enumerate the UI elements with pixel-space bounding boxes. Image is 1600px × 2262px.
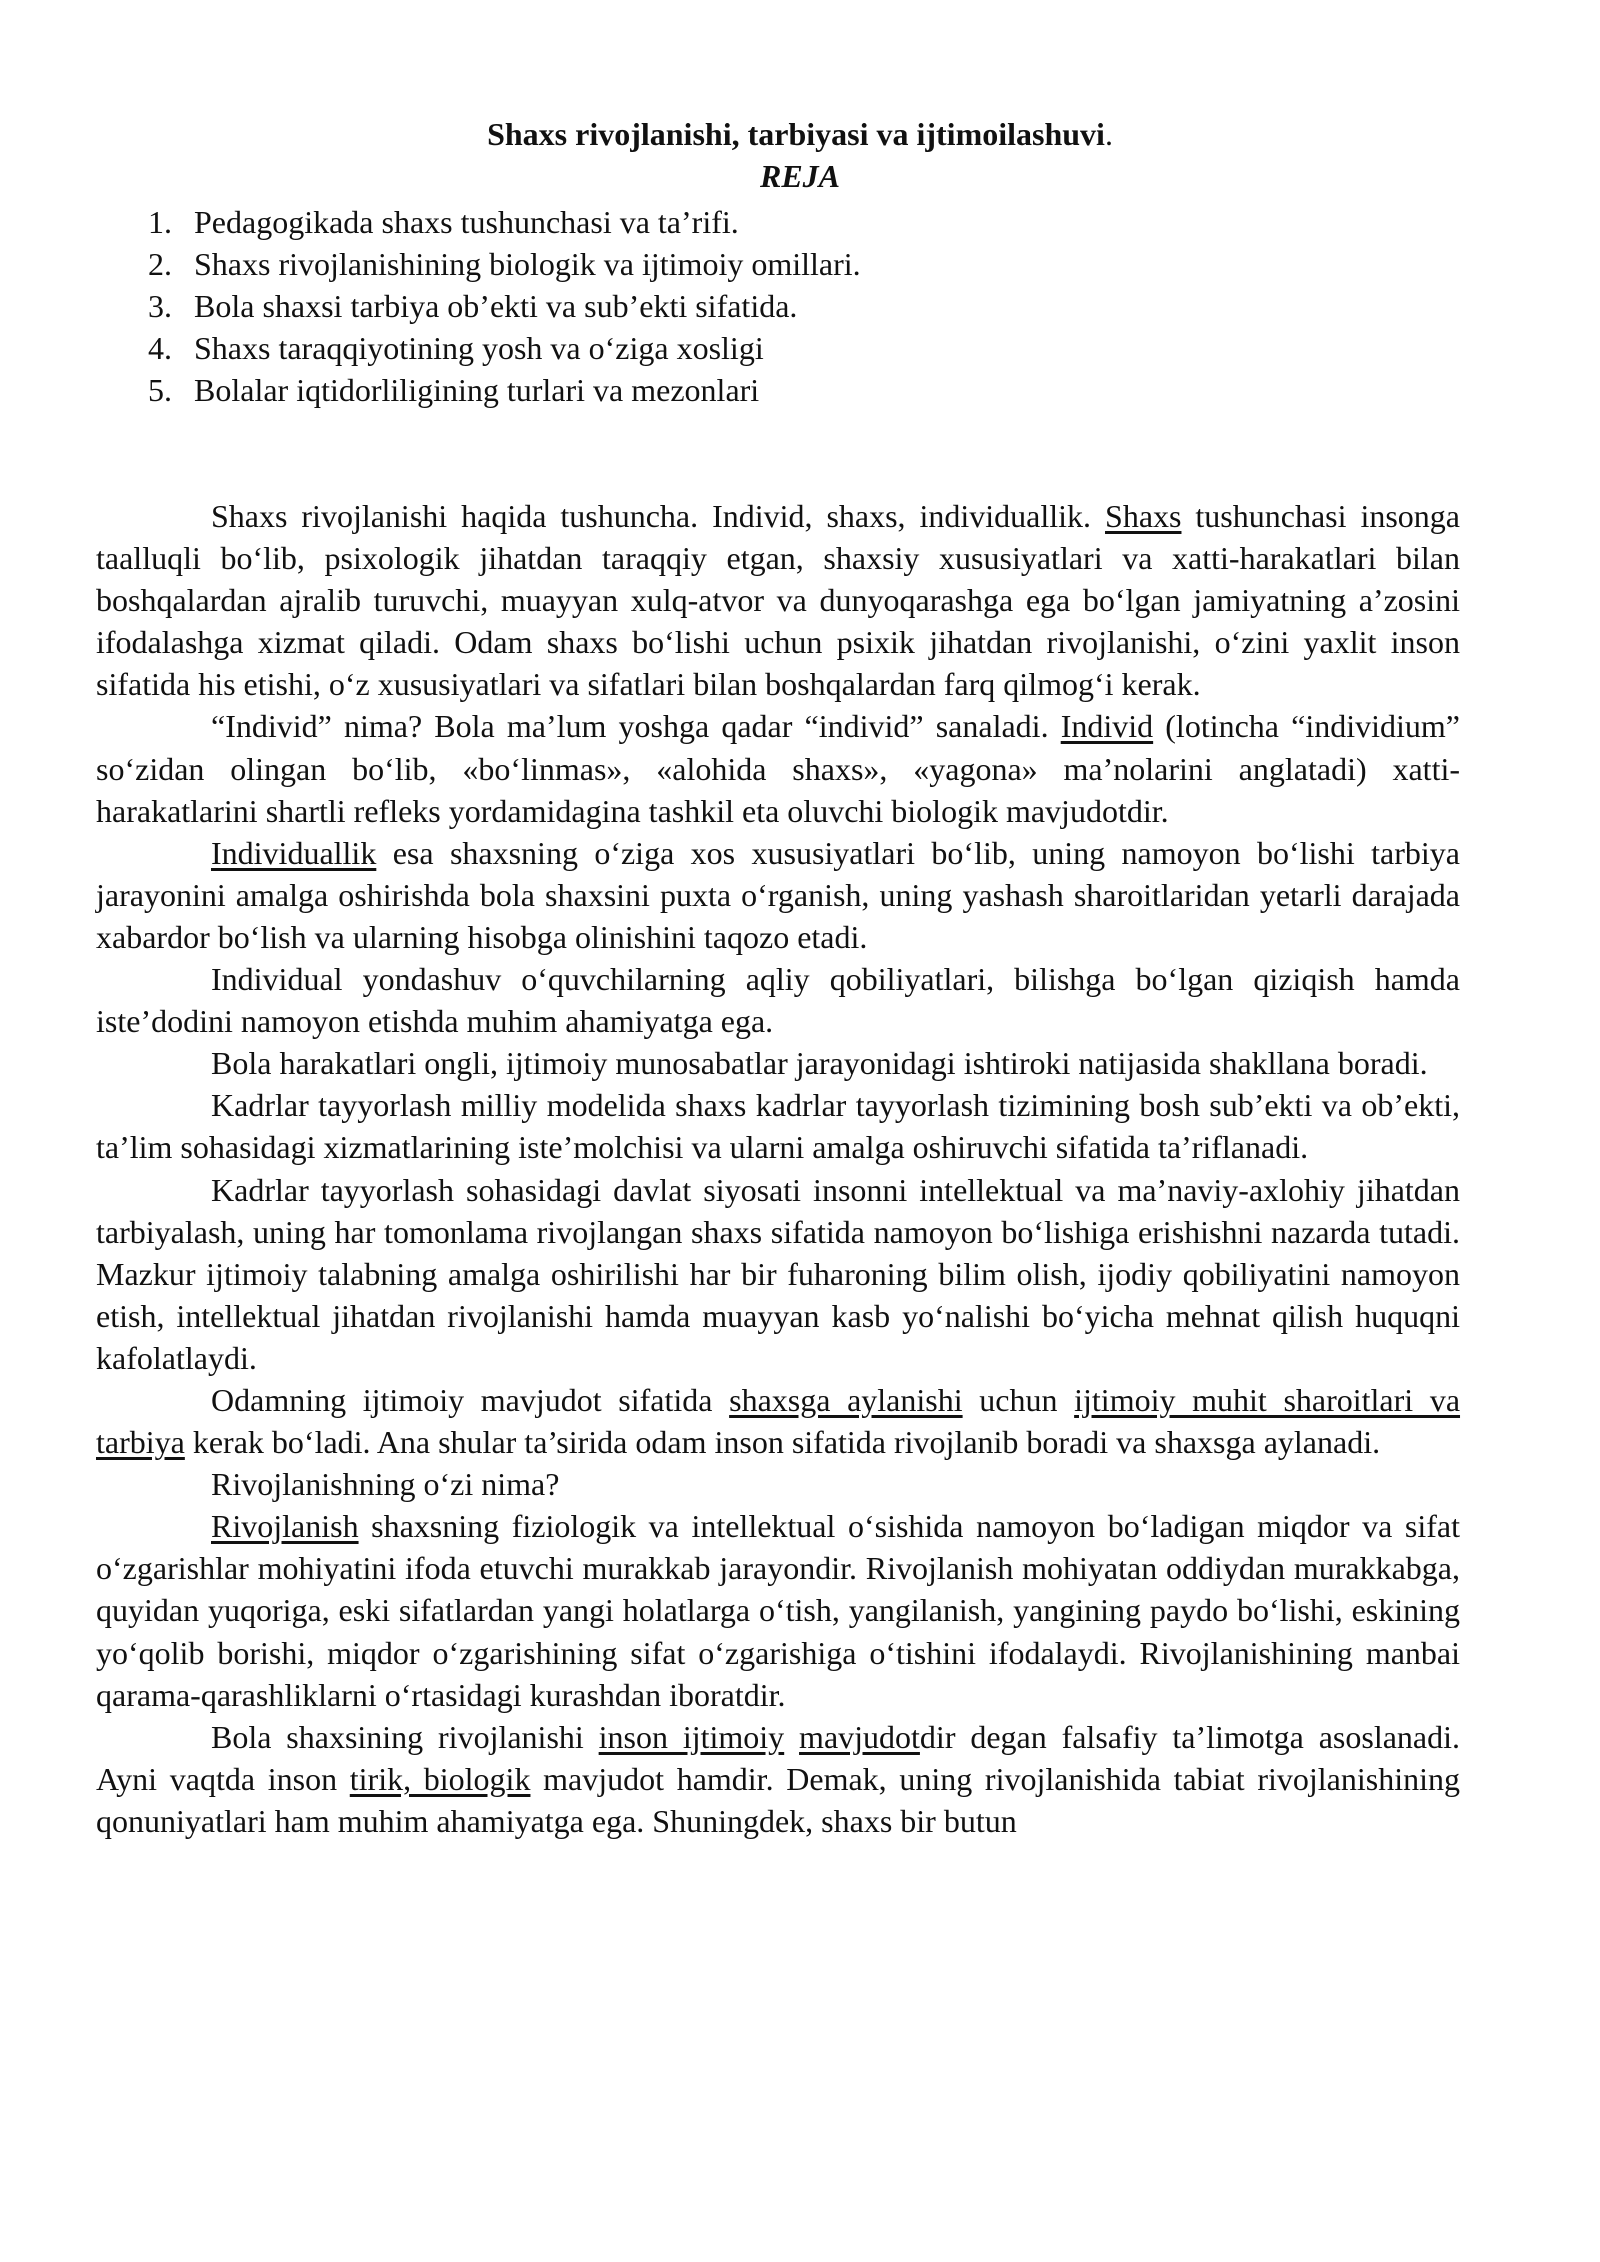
plan-item-number: 2.	[148, 246, 172, 282]
plan-item-number: 4.	[148, 330, 172, 366]
underlined-term: Rivojlanish	[211, 1508, 359, 1545]
paragraph	[96, 1042, 1460, 1084]
text-run: Odamning ijtimoiy mavjudot sifatida	[211, 1381, 730, 1418]
paragraph	[96, 1463, 1460, 1505]
paragraph	[96, 1379, 1460, 1463]
text-run: tushunchasi insonga taalluqli bo‘lib, psixologik jihatdan taraqqiy etgan, shaxsiy xususiyatlari va xatti-harakatlari bilan boshqalardan ajralib turuvchi, muayyan xulq-atvor va dunyoqarashga ega bo‘lgan jamiyatning a’zosini ifodalashga xizmat qiladi. Odam shaxs bo‘lishi uchun psixik jihatdan rivojlanishi, o‘zini yaxlit inson sifatida his etishi, o‘z xususiyatlari va sifatlari bilan boshqalardan farq qilmog‘i kerak.	[96, 498, 1461, 703]
plan-item-number: 3.	[148, 288, 172, 324]
text-run: Kadrlar tayyorlash milliy modelida shaxs kadrlar tayyorlash tizimining bosh sub’ekti va ob’ekti, ta’lim sohasidagi xizmatlarining iste’molchisi va ularni amalga oshiruvchi sifatida ta’riflanadi.	[96, 1087, 1460, 1166]
plan-list	[148, 201, 1448, 411]
paragraph	[96, 705, 1460, 831]
plan-item	[148, 201, 1448, 243]
plan-item	[148, 327, 1448, 369]
text-run: Kadrlar tayyorlash sohasidagi davlat siyosati insonni intellektual va ma’naviy-axlohiy jihatdan tarbiyalash, uning har tomonlama rivojlangan shaxs sifatida namoyon bo‘lishiga erishishni nazarda tutadi. Mazkur ijtimoiy talabning amalga oshirilishi har bir fuharoning bilim olish, ijodiy qobiliyatini namoyon etish, intellektual jihatdan rivojlanishi hamda muayyan kasb yo‘nalishi bo‘yicha mehnat qilish huquqni kafolatlaydi.	[96, 1171, 1460, 1376]
text-run: Individual yondashuv o‘quvchilarning aqliy qobiliyatlari, bilishga bo‘lgan qiziqish hamda iste’dodini namoyon etishda muhim ahamiyatga ega.	[96, 961, 1460, 1040]
text-run: mavjudot hamdir. Demak, uning rivojlanishida tabiat rivojlanishining qonuniyatlari ham muhim ahamiyatga ega. Shuningdek, shaxs bir butun	[96, 1760, 1461, 1839]
title-text: Shaxs rivojlanishi, tarbiyasi va ijtimoilashuvi	[487, 116, 1105, 152]
text-run: shaxsning fiziologik va intellektual o‘sishida namoyon bo‘ladigan miqdor va sifat o‘zgarishlar mohiyatini ifoda etuvchi murakkab jarayondir. Rivojlanish mohiyatan oddiydan murakkabga, quyidan yuqoriga, eski sifatlardan yangi holatlarga o‘tish, yangilanish, yangining paydo bo‘lishi, eskining yo‘qolib borishi, miqdor o‘zgarishining sifat o‘zgarishiga o‘tishini ifodalaydi. Rivojlanishining manbai qarama-qarashliklarni o‘rtasidagi kurashdan iboratdir.	[96, 1508, 1460, 1713]
plan-item-text: Bola shaxsi tarbiya ob’ekti va sub’ekti sifatida.	[194, 288, 798, 324]
text-run: Bola harakatlari ongli, ijtimoiy munosabatlar jarayonidagi ishtiroki natijasida shakllana boradi.	[211, 1045, 1428, 1082]
underlined-term: Individuallik	[211, 834, 377, 871]
paragraph	[96, 832, 1460, 958]
paragraph	[96, 958, 1460, 1042]
text-run	[784, 1719, 799, 1755]
text-run: esa shaxsning o‘ziga xos xususiyatlari bo‘lib, uning namoyon bo‘lishi tarbiya jarayonini amalga oshirishda bola shaxsini puxta o‘rganish, uning yashash sharoitlaridan yetarli darajada xabardor bo‘lish va ularning hisobga olinishini taqozo etadi.	[96, 834, 1460, 955]
plan-item-number: 1.	[148, 204, 172, 240]
plan-item-number: 5.	[148, 372, 172, 408]
plan-item	[148, 369, 1448, 411]
text-run: kerak bo‘ladi. Ana shular ta’sirida odam inson sifatida rivojlanib boradi va shaxsga aylanadi.	[184, 1424, 1381, 1461]
paragraph	[96, 1716, 1460, 1842]
paragraph	[96, 1084, 1460, 1168]
text-run: dir degan falsafiy ta’limotga asoslanadi. Ayni vaqtda inson	[96, 1718, 1461, 1797]
plan-item	[148, 243, 1448, 285]
text-run: (lotincha “individium” so‘zidan olingan bo‘lib, «bo‘linmas», «alohida shaxs», «yagona» ma’nolarini anglatadi) xatti-harakatlarini shartli refleks yordamidagina tashkil eta oluvchi biologik mavjudotdir.	[96, 708, 1460, 829]
text-run: Bola shaxsining rivojlanishi	[211, 1718, 599, 1755]
underlined-term: mavjudot	[799, 1718, 920, 1755]
title-dot: .	[1104, 116, 1113, 152]
plan-item-text: Pedagogikada shaxs tushunchasi va ta’rifi.	[194, 204, 739, 240]
underlined-term: Shaxs	[1105, 498, 1182, 534]
plan-item-text: Bolalar iqtidorliligining turlari va mezonlari	[194, 372, 760, 408]
paragraph	[96, 495, 1460, 705]
underlined-term: inson ijtimoiy	[598, 1718, 785, 1755]
plan-item-text: Shaxs rivojlanishining biologik va ijtimoiy omillari.	[194, 246, 861, 282]
text-run: Rivojlanishning o‘zi nima?	[211, 1466, 560, 1503]
underlined-term: Individ	[1060, 708, 1154, 745]
body-text	[96, 495, 1460, 1842]
plan-item	[148, 285, 1448, 327]
paragraph	[96, 1169, 1460, 1379]
document-title	[0, 113, 1600, 155]
paragraph	[96, 1505, 1460, 1715]
plan-item-text: Shaxs taraqqiyotining yosh va o‘ziga xosligi	[194, 330, 764, 366]
underlined-term: shaxsga aylanishi	[729, 1381, 963, 1418]
text-run: uchun	[962, 1381, 1075, 1418]
underlined-term: tirik, biologik	[349, 1760, 531, 1797]
underlined-term: ijtimoiy muhit sharoitlari va tarbiya	[96, 1381, 1461, 1461]
text-run: Shaxs rivojlanishi haqida tushuncha. Individ, shaxs, individuallik.	[211, 498, 1106, 534]
plan-heading: REJA	[759, 158, 841, 194]
text-run: “Individ” nima? Bola ma’lum yoshga qadar “individ” sanaladi.	[211, 708, 1061, 745]
